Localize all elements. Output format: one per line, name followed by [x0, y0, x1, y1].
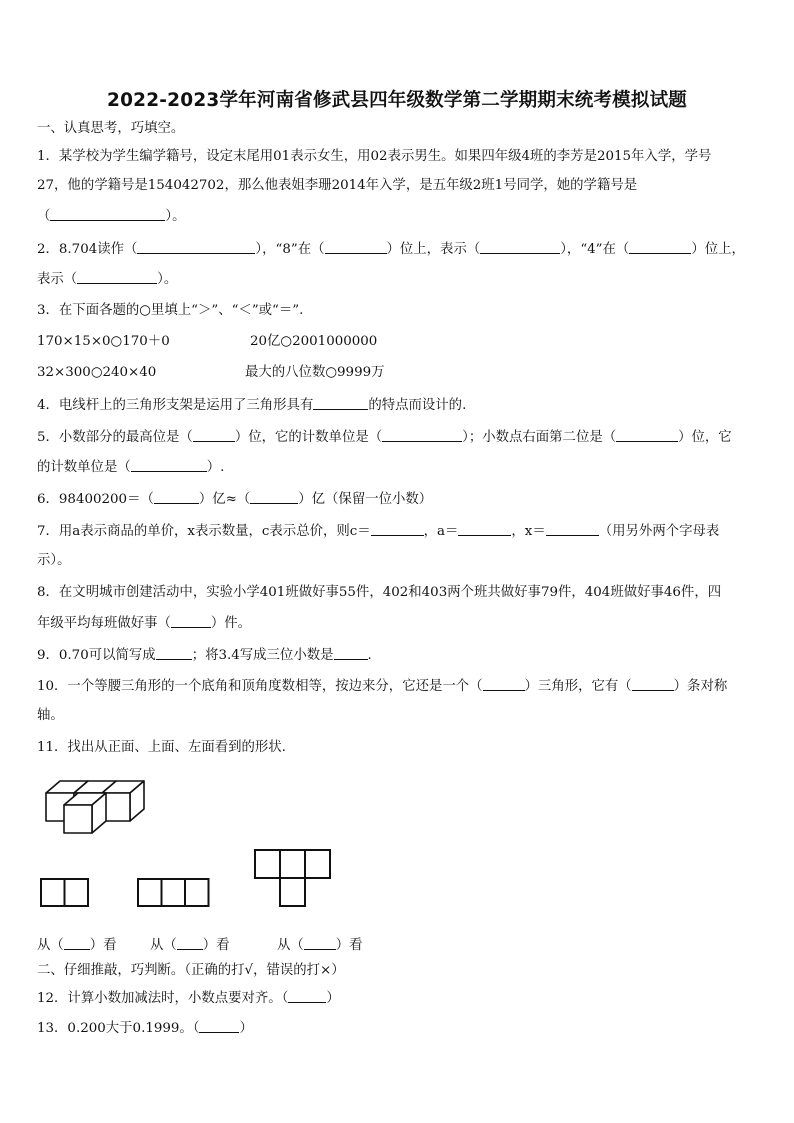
question-3-item-4: 最大的八位数○9999万 — [245, 365, 385, 380]
question-8-line-2: 年级平均每班做好事（ ）件。 — [37, 616, 252, 631]
question-5-line-2: 的计数单位是（ ）. — [37, 460, 225, 475]
answer-blank-q11-1[interactable] — [64, 936, 90, 950]
question-12: 12．计算小数加减法时，小数点要对齐。（ ） — [37, 991, 340, 1006]
answer-blank-q1[interactable] — [50, 207, 165, 221]
answer-blank-q7-c[interactable] — [371, 522, 424, 536]
question-9: 9．0.70可以简写成 ；将3.4写成三位小数是 . — [37, 648, 372, 663]
view-shape-2 — [137, 878, 211, 908]
answer-blank-q2-2[interactable] — [325, 240, 387, 254]
question-13: 13．0.200大于0.1999。（ ） — [37, 1021, 253, 1036]
section-heading-2: 二、仔细推敲，巧判断。（正确的打√，错误的打×） — [37, 963, 345, 978]
question-2-line-1: 2．8.704读作（ ），“8”在（ ）位上，表示（ ），“4”在（ ）位上， — [37, 242, 745, 257]
answer-blank-q4[interactable] — [313, 396, 368, 410]
answer-blank-q2-5[interactable] — [77, 270, 157, 284]
question-3-stem: 3．在下面各题的○里填上“＞”、“＜”或“＝”. — [37, 303, 304, 318]
question-3-item-1: 170×15×0○170＋0 — [37, 334, 170, 349]
answer-blank-q2-4[interactable] — [629, 240, 691, 254]
question-3-item-3: 32×300○240×40 — [37, 365, 157, 380]
question-1-line-3: （ ）。 — [37, 209, 186, 224]
answer-blank-q13[interactable] — [199, 1019, 239, 1033]
cube-stack-figure — [40, 775, 150, 837]
question-7-line-1: 7．用a表示商品的单价，x表示数量，c表示总价，则c＝ ，a＝ ，x＝ （用另外两个字母表 — [37, 524, 720, 539]
answer-blank-q10-2[interactable] — [632, 677, 674, 691]
question-2-line-2: 表示（ ）。 — [37, 272, 178, 287]
view-shape-3 — [254, 849, 332, 909]
section-heading-1: 一、认真思考，巧填空。 — [37, 121, 185, 136]
answer-blank-q5-1[interactable] — [193, 428, 235, 442]
answer-blank-q11-2[interactable] — [177, 936, 203, 950]
question-4: 4．电线杆上的三角形支架是运用了三角形具有 的特点而设计的. — [37, 398, 467, 413]
answer-blank-q2-3[interactable] — [480, 240, 560, 254]
answer-blank-q9-1[interactable] — [156, 646, 192, 660]
answer-blank-q7-a[interactable] — [458, 522, 511, 536]
question-10-line-2: 轴。 — [37, 708, 64, 723]
answer-blank-q12[interactable] — [288, 989, 326, 1003]
view-shape-1 — [40, 878, 90, 908]
answer-blank-q5-4[interactable] — [131, 458, 207, 472]
question-1-line-2: 27，他的学籍号是154042702，那么他表姐李珊2014年入学，是五年级2班1号同学，她的学籍号是 — [37, 178, 638, 193]
question-6: 6．98400200＝（ ）亿≈（ ）亿（保留一位小数） — [37, 492, 433, 507]
question-11-answer-2: 从（ ）看 — [150, 938, 230, 953]
answer-blank-q5-2[interactable] — [382, 428, 462, 442]
cube-front-face — [64, 805, 92, 833]
answer-blank-q5-3[interactable] — [616, 428, 678, 442]
page-title: 2022-2023学年河南省修武县四年级数学第二学期期末统考模拟试题 — [107, 90, 687, 111]
answer-blank-q6-1[interactable] — [154, 490, 199, 504]
answer-blank-q6-2[interactable] — [250, 490, 298, 504]
answer-blank-q10-1[interactable] — [483, 677, 525, 691]
question-11-stem: 11．找出从正面、上面、左面看到的形状. — [37, 740, 286, 755]
answer-blank-q2-1[interactable] — [137, 240, 255, 254]
question-1-line-1: 1．某学校为学生编学籍号，设定末尾用01表示女生，用02表示男生。如果四年级4班的李芳是2015年入学，学号 — [37, 149, 712, 164]
question-11-answer-1: 从（ ）看 — [37, 938, 117, 953]
answer-blank-q8[interactable] — [171, 614, 211, 628]
question-7-line-2: 示）。 — [37, 553, 71, 568]
question-10-line-1: 10．一个等腰三角形的一个底角和顶角度数相等，按边来分，它还是一个（ ）三角形，它有（ ）条对称 — [37, 679, 728, 694]
question-5-line-1: 5．小数部分的最高位是（ ）位，它的计数单位是（ ）；小数点右面第二位是（ ）位，它 — [37, 430, 732, 445]
answer-blank-q9-2[interactable] — [334, 646, 368, 660]
question-8-line-1: 8．在文明城市创建活动中，实验小学401班做好事55件，402和403两个班共做好事79件，404班做好事46件，四 — [37, 585, 722, 600]
answer-blank-q7-x[interactable] — [546, 522, 599, 536]
answer-blank-q11-3[interactable] — [304, 936, 336, 950]
question-11-answer-3: 从（ ）看 — [277, 938, 363, 953]
question-3-item-2: 20亿○2001000000 — [250, 334, 378, 349]
